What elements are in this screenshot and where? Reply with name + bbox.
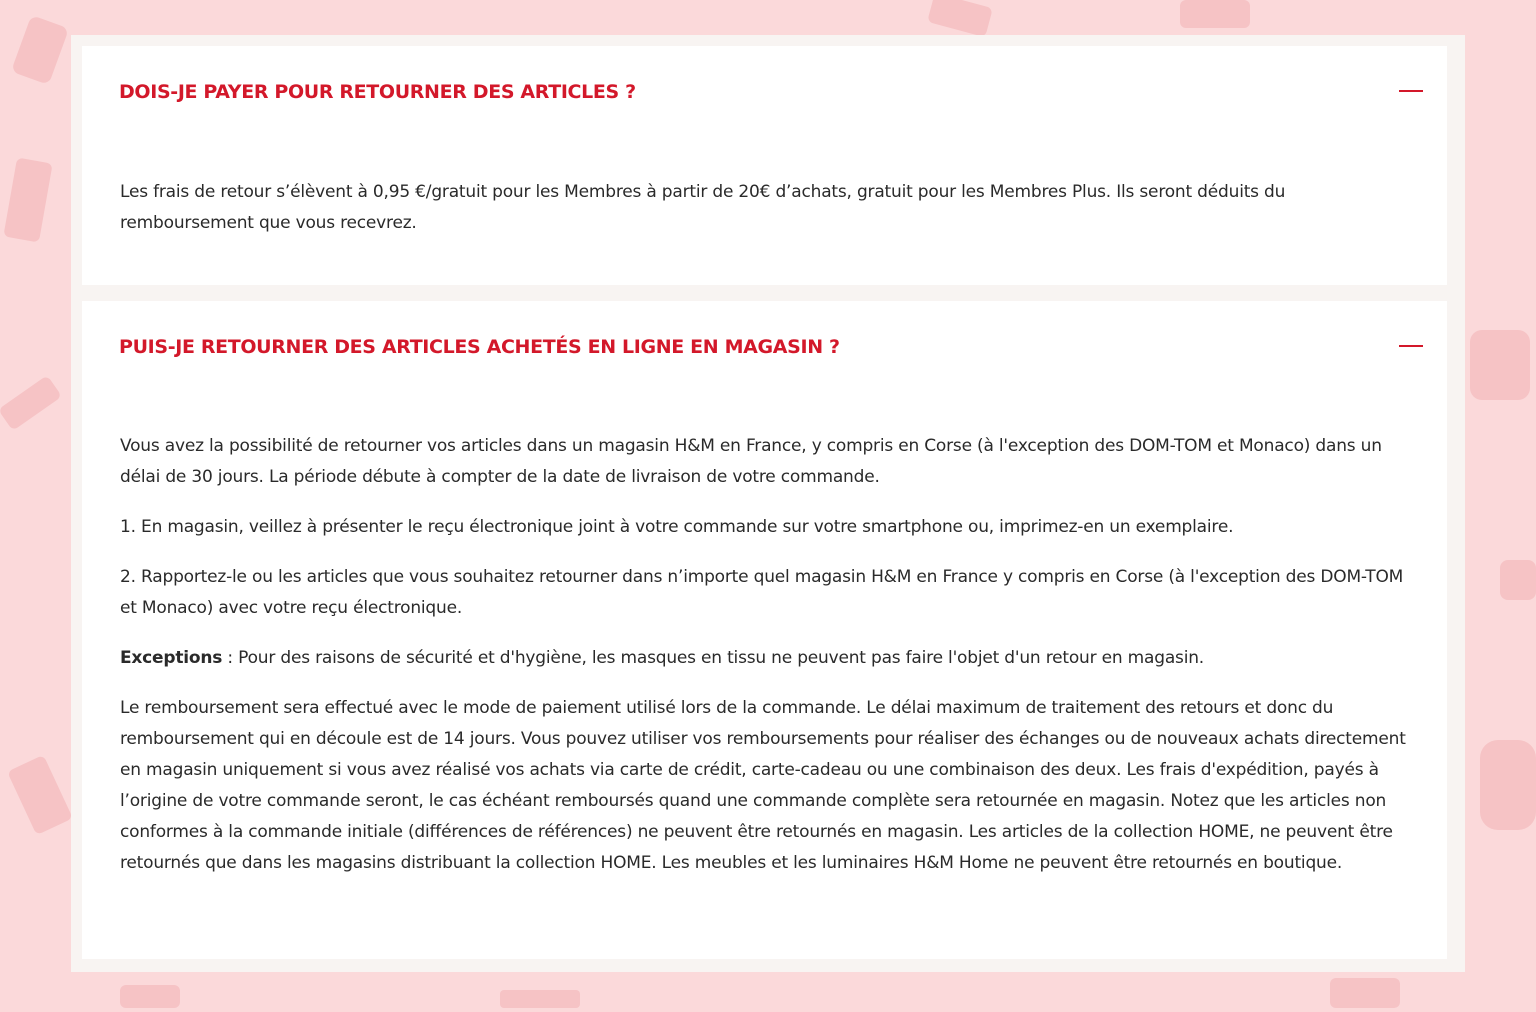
faq-answer	[120, 177, 1414, 258]
answer-exceptions	[120, 643, 1414, 674]
faq-item-return-cost	[82, 46, 1447, 285]
faq-answer	[120, 431, 1414, 898]
faq-question-title[interactable]: DOIS-JE PAYER POUR RETOURNER DES ARTICLES ?	[119, 81, 636, 103]
minus-icon[interactable]	[1399, 90, 1423, 92]
answer-step-1: 1. En magasin, veillez à présenter le reçu électronique joint à votre commande sur votre smartphone ou, imprimez-en un exemplaire.	[120, 517, 1234, 537]
answer-step-2: 2. Rapportez-le ou les articles que vous souhaitez retourner dans n’importe quel magasin H&M en France y compris en Corse (à l'exception des DOM-TOM et Monaco) avec votre reçu électronique.	[120, 567, 1404, 618]
faq-question-title[interactable]: PUIS-JE RETOURNER DES ARTICLES ACHETÉS EN LIGNE EN MAGASIN ?	[119, 336, 840, 358]
answer-refund-details: Le remboursement sera effectué avec le mode de paiement utilisé lors de la commande. Le délai maximum de traitement des retours et donc du remboursement qui en découle est de 14 jours. Vous pouvez utiliser vos remboursements pour réaliser des échanges ou de nouveaux achats directement en magasin uniquement si vous avez réalisé vos achats via carte de crédit, carte-cadeau ou une combinaison des deux. Les frais d'expédition, payés à l’origine de votre commande seront, le cas échéant remboursés quand une commande complète sera retournée en magasin. Notez que les articles non conformes à la commande initiale (différences de références) ne peuvent être retournés en magasin. Les articles de la collection HOME, ne peuvent être retournés que dans les magasins distribuant la collection HOME. Les meubles et les luminaires H&M Home ne peuvent être retournés en boutique.	[120, 698, 1406, 873]
answer-paragraph: Les frais de retour s’élèvent à 0,95 €/gratuit pour les Membres à partir de 20€ d’achats, gratuit pour les Membres Plus. Ils seront déduits du remboursement que vous recevrez.	[120, 182, 1286, 233]
minus-icon[interactable]	[1399, 345, 1423, 347]
exceptions-text: : Pour des raisons de sécurité et d'hygiène, les masques en tissu ne peuvent pas faire l'objet d'un retour en magasin.	[222, 648, 1205, 668]
answer-paragraph: Vous avez la possibilité de retourner vos articles dans un magasin H&M en France, y compris en Corse (à l'exception des DOM-TOM et Monaco) dans un délai de 30 jours. La période débute à compter de la date de livraison de votre commande.	[120, 436, 1382, 487]
faq-item-store-returns	[82, 301, 1447, 959]
exceptions-label: Exceptions	[120, 648, 223, 668]
